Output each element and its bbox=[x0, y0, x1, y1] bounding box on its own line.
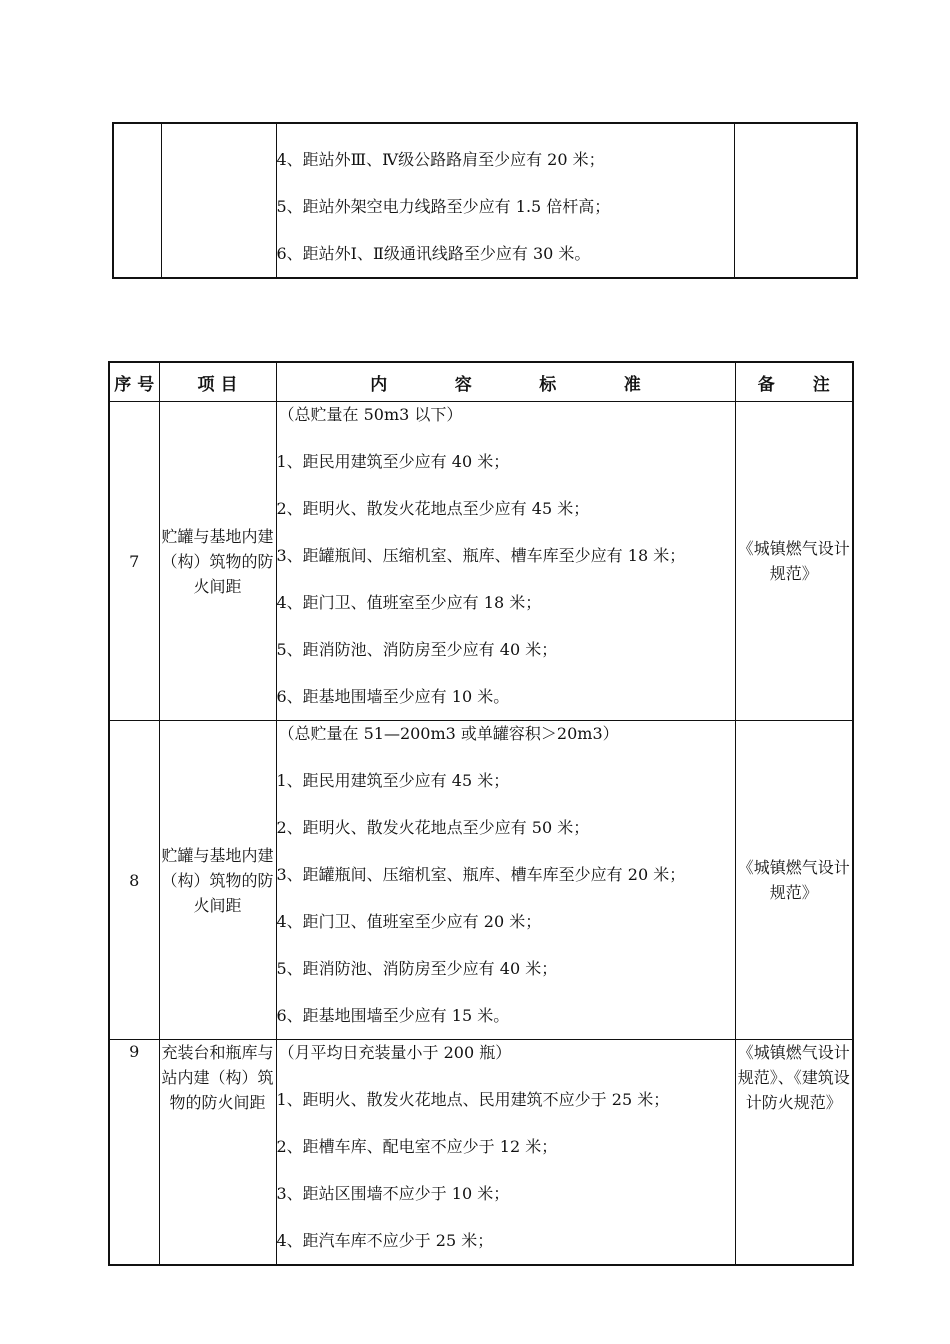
item-cell bbox=[159, 1040, 276, 1266]
content-cell bbox=[276, 721, 735, 1040]
remark-text: 《城镇燃气设计规范》 bbox=[737, 858, 850, 902]
table-header-row bbox=[109, 362, 853, 402]
remark-cell bbox=[734, 123, 857, 278]
item-cell bbox=[161, 123, 276, 278]
content-line: 1、距民用建筑至少应有 40 米； bbox=[276, 452, 510, 471]
standards-table bbox=[108, 361, 854, 1266]
table-row bbox=[109, 721, 853, 1040]
content-line: （总贮量在 50m3 以下） bbox=[278, 405, 463, 424]
header-content-char: 标 bbox=[539, 374, 557, 395]
remark-cell bbox=[735, 1040, 853, 1266]
content-line: 2、距槽车库、配电室不应少于 12 米； bbox=[276, 1137, 558, 1156]
content-line: 4、距门卫、值班室至少应有 20 米； bbox=[276, 912, 542, 931]
remark-text: 《城镇燃气设计规范》、《建筑设计防火规范》 bbox=[737, 1043, 850, 1112]
header-remark bbox=[735, 362, 853, 402]
content-line: 6、距基地围墙至少应有 15 米。 bbox=[276, 1006, 510, 1025]
header-seq: 序 号 bbox=[109, 362, 159, 402]
remark-cell bbox=[735, 721, 853, 1040]
content-line: （月平均日充装量小于 200 瓶） bbox=[278, 1043, 512, 1062]
item-cell bbox=[159, 402, 276, 721]
content-line: 6、距基地围墙至少应有 10 米。 bbox=[276, 687, 510, 706]
seq-cell: 9 bbox=[109, 1040, 159, 1266]
content-line: 3、距站区围墙不应少于 10 米； bbox=[276, 1184, 510, 1203]
item-cell bbox=[159, 721, 276, 1040]
remark-text: 《城镇燃气设计规范》 bbox=[737, 539, 850, 583]
content-line: 4、距汽车库不应少于 25 米； bbox=[276, 1231, 494, 1250]
content-line: 3、距罐瓶间、压缩机室、瓶库、槽车库至少应有 20 米； bbox=[276, 865, 686, 884]
item-text: 贮罐与基地内建（构）筑物的防火间距 bbox=[161, 526, 274, 596]
item-text: 贮罐与基地内建（构）筑物的防火间距 bbox=[161, 845, 274, 915]
content-line: 3、距罐瓶间、压缩机室、瓶库、槽车库至少应有 18 米； bbox=[276, 546, 686, 565]
content-line: 1、距民用建筑至少应有 45 米； bbox=[276, 771, 510, 790]
content-cell bbox=[276, 1040, 735, 1266]
content-line: 4、距门卫、值班室至少应有 18 米； bbox=[276, 593, 542, 612]
content-line: （总贮量在 51—200m3 或单罐容积＞20m3） bbox=[278, 724, 619, 743]
header-content-char: 容 bbox=[454, 374, 472, 395]
remark-cell bbox=[735, 402, 853, 721]
header-content-char: 准 bbox=[623, 374, 641, 395]
header-remark-char: 备 bbox=[757, 374, 775, 395]
content-line: 5、距站外架空电力线路至少应有 1.5 倍杆高； bbox=[276, 197, 611, 216]
table-row bbox=[113, 123, 857, 278]
content-line: 6、距站外Ⅰ、Ⅱ级通讯线路至少应有 30 米。 bbox=[276, 244, 591, 263]
content-line: 2、距明火、散发火花地点至少应有 50 米； bbox=[276, 818, 590, 837]
continued-table bbox=[112, 122, 858, 279]
header-content bbox=[276, 362, 735, 402]
item-text: 充装台和瓶库与站内建（构）筑物的防火间距 bbox=[161, 1043, 274, 1112]
table-row bbox=[109, 402, 853, 721]
seq-cell bbox=[113, 123, 161, 278]
header-item: 项 目 bbox=[159, 362, 276, 402]
seq-cell: 8 bbox=[109, 721, 159, 1040]
table-row bbox=[109, 1040, 853, 1266]
content-line: 5、距消防池、消防房至少应有 40 米； bbox=[276, 959, 558, 978]
content-line: 2、距明火、散发火花地点至少应有 45 米； bbox=[276, 499, 590, 518]
content-cell bbox=[276, 123, 734, 278]
header-remark-char: 注 bbox=[812, 374, 830, 395]
header-content-char: 内 bbox=[370, 374, 388, 395]
content-line: 4、距站外Ⅲ、Ⅳ级公路路肩至少应有 20 米； bbox=[276, 150, 605, 169]
content-line: 1、距明火、散发火花地点、民用建筑不应少于 25 米； bbox=[276, 1090, 670, 1109]
content-cell bbox=[276, 402, 735, 721]
seq-cell: 7 bbox=[109, 402, 159, 721]
content-line: 5、距消防池、消防房至少应有 40 米； bbox=[276, 640, 558, 659]
